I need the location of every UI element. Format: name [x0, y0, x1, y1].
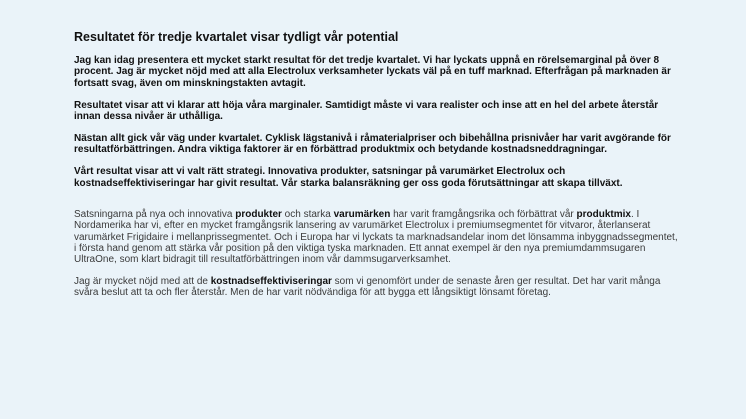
article — [74, 30, 682, 299]
body-text-run: . I Nordamerika har vi, efter en mycket framgångsrik lansering av varumärket Electrolux i premiumsegmentet för vitvaror, återlanserat varumärket Frigidaire i mellanprissegmentet. Och i Europa har vi lyckats ta marknadsandelar inom det lönsamma inbyggnadssegmentet, i första hand genom att stärka vår position på den viktiga tyska marknaden. Ett annat exempel är den nya premiumdammsugaren UltraOne, som klart bidragit till resultatförbättringen inom vår dammsugarverksamhet. — [74, 209, 678, 265]
intro-section — [74, 55, 682, 189]
keyword-produkter: produkter — [235, 209, 282, 221]
body-paragraph — [74, 276, 682, 298]
keyword-kostnadseffektiviseringar: kostnadseffektiviseringar — [210, 276, 332, 288]
body-paragraph — [74, 209, 682, 265]
body-text-run: och starka — [281, 209, 334, 221]
body-section — [74, 209, 682, 298]
body-text-run: Jag är mycket nöjd med att de — [74, 276, 211, 288]
intro-paragraph: Jag kan idag presentera ett mycket starkt resultat för det tredje kvartalet. Vi har lyckats uppnå en rörelsemarginal på över 8 procent. Jag är mycket nöjd med att alla Electrolux verksamheter lyckats väl på en tuff marknad. Efterfrågan på marknaden är fortsatt svag, även om minskningstakten avtagit. — [74, 55, 671, 89]
body-text-run: har varit framgångsrika och förbättrat vår — [390, 209, 577, 221]
intro-paragraph: Vårt resultat visar att vi valt rätt strategi. Innovativa produkter, satsningar på varumärket Electrolux och kostnadseffektiviseringar har givit resultat. Vår starka balansräkning ger oss goda förutsättningar att skapa tillväxt. — [74, 166, 623, 189]
keyword-produktmix: produktmix — [576, 209, 631, 221]
intro-paragraph: Resultatet visar att vi klarar att höja våra marginaler. Samtidigt måste vi vara realister och inse att en hel del arbete återstår innan dessa nivåer är uthålliga. — [74, 99, 659, 123]
body-text-run: som vi genomfört under de senaste åren ger resultat. Det har varit många svåra beslut att ta och fler återstår. Men de har varit nödvändiga för att bygga ett långsiktigt lönsamt företag. — [74, 276, 661, 299]
article-heading: Resultatet för tredje kvartalet visar tydligt vår potential — [74, 30, 399, 44]
intro-paragraph: Nästan allt gick vår väg under kvartalet. Cyklisk lägstanivå i råmaterialpriser och bibehållna prisnivåer har varit avgörande för resultatförbättringen. Andra viktiga faktorer är en förbättrad produktmix och betydande kostnadsneddragningar. — [74, 133, 671, 156]
body-text-run: Satsningarna på nya och innovativa — [74, 209, 236, 221]
keyword-varumarken: varumärken — [333, 209, 391, 221]
